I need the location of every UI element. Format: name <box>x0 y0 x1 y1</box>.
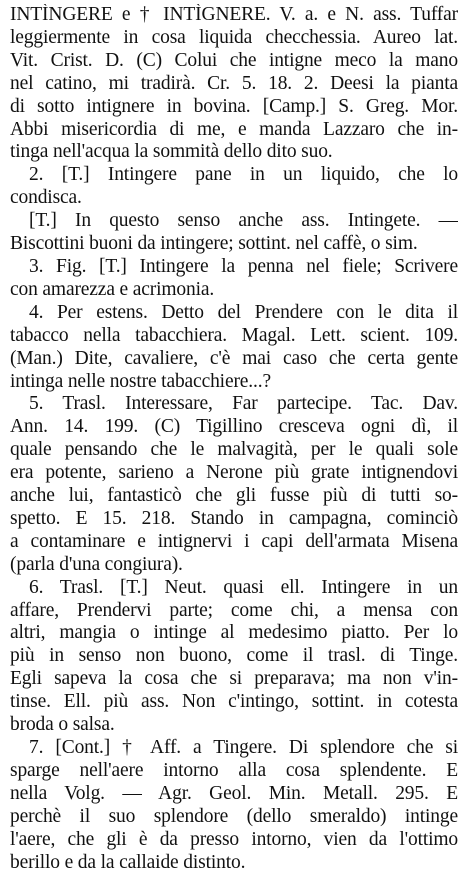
entry-line: tinga nell'acqua la sommità dello dito suo. <box>10 141 333 163</box>
entry-line: Abbi misericordia di me, e manda Lazzaro che in- <box>10 118 458 140</box>
sense-7-line: 7. [Cont.] † Aff. a Tingere. Di splendore che si <box>29 737 458 758</box>
entry-line: più in senso non buono, come il trasl. di Tinge. <box>10 645 458 667</box>
entry-line: sparge nell'aere intorno alla cosa splendente. E <box>10 759 458 781</box>
sense-4-line: 4. Per estens. Detto del Prendere con le dita il <box>29 301 458 323</box>
entry-line: nella Volg. — Agr. Geol. Min. Metall. 295. E <box>10 782 458 804</box>
entry-line: (Man.) Dite, cavaliere, c'è mai caso che certa gente <box>10 347 458 369</box>
entry-line: Ann. 14. 199. (C) Tigillino cresceva ogni dì, il <box>10 416 458 438</box>
entry-line: Biscottini buoni da intingere; sottint. nel caffè, o sim. <box>10 233 418 255</box>
entry-line: tinse. Ell. più ass. Non c'intingo, sottint. in cotesta <box>10 691 458 713</box>
entry-line: altri, mangia o intinge al medesimo piatto. Per lo <box>10 622 458 644</box>
entry-line: spetto. E 15. 218. Stando in campagna, cominciò <box>10 507 458 529</box>
entry-line: quale pensando che le malvagità, per le quali sole <box>10 439 458 461</box>
sense-6-line: 6. Trasl. [T.] Neut. quasi ell. Intingere in un <box>29 576 458 598</box>
sense-3-line: 3. Fig. [T.] Intingere la penna nel fiele; Scrivere <box>29 255 458 277</box>
sense-2-line: 2. [T.] Intingere pane in un liquido, che lo <box>29 164 458 186</box>
entry-line: affare, Prendervi parte; come chi, a mensa con <box>10 599 458 621</box>
entry-line: era potente, sarieno a Nerone più grate intignendovi <box>10 462 458 484</box>
entry-line: nel catino, mi tradirà. Cr. 5. 18. 2. Deesi la pianta <box>10 72 458 94</box>
entry-line: l'aere, che gli è da presso intorno, vien da l'ottimo <box>10 828 458 850</box>
entry-line: anche lui, fantasticò che gli fusse più di tutti so- <box>10 485 458 507</box>
entry-line: condisca. <box>10 187 82 209</box>
entry-line: broda o salsa. <box>10 714 115 736</box>
entry-line: intinga nelle nostre tabacchiere...? <box>10 370 271 392</box>
entry-line: perchè il suo splendore (dello smeraldo) intinge <box>10 805 458 827</box>
entry-line: a contaminare e intignervi i capi dell'armata Misena <box>10 530 458 552</box>
entry-line: tabacco nella tabacchiera. Magal. Lett. scient. 109. <box>10 324 458 346</box>
entry-line: Vit. Crist. D. (C) Colui che intigne meco la mano <box>10 49 458 71</box>
entry-line: leggiermente in cosa liquida checchessia. Aureo lat. <box>10 26 458 48</box>
entry-line: berillo e da la callaide distinto. <box>10 851 246 873</box>
entry-line: Egli sapeva la cosa che si preparava; ma non v'in- <box>10 668 458 690</box>
sense-2-subline: [T.] In questo senso anche ass. Intingete. — <box>29 210 458 232</box>
entry-line: INTÌNGERE e † INTÌGNERE. V. a. e N. ass. Tuffar <box>10 4 458 25</box>
entry-line: con amarezza e acrimonia. <box>10 278 215 300</box>
entry-line: (parla d'una congiura). <box>10 553 183 575</box>
sense-5-line: 5. Trasl. Interessare, Far partecipe. Tac. Dav. <box>29 393 458 415</box>
entry-line: di sotto intignere in bovina. [Camp.] S. Greg. Mor. <box>10 95 458 117</box>
